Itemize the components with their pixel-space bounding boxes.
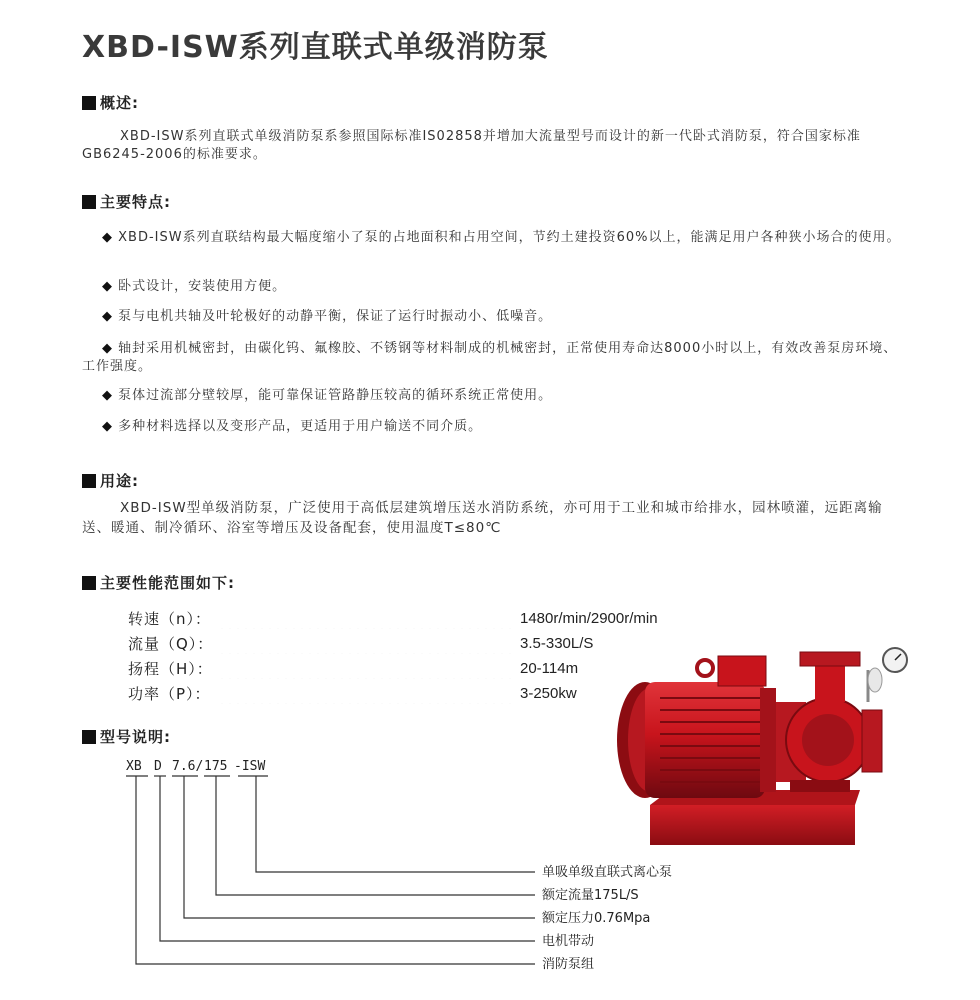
- performance-heading: 主要性能范围如下:: [100, 574, 235, 592]
- feature-item-2: [82, 278, 902, 296]
- leader-line-flow: [216, 776, 535, 895]
- spec-label: 流量（Q）：: [128, 634, 214, 653]
- spec-row-speed: [128, 607, 748, 629]
- feature-item-1: [82, 229, 902, 247]
- model-code-diagram: [110, 750, 730, 990]
- code-part-flow: 175: [204, 759, 228, 774]
- code-part-type: -ISW: [234, 759, 266, 774]
- spec-value: 1480r/min/2900r/min: [520, 609, 658, 627]
- inlet-flange: [862, 710, 882, 772]
- section-heading-overview: [82, 93, 139, 113]
- code-part-xb: XB: [126, 759, 142, 774]
- square-bullet-icon: [82, 730, 96, 744]
- feature-item-4: [82, 340, 902, 376]
- square-bullet-icon: [82, 195, 96, 209]
- diamond-bullet-icon: ◆: [102, 388, 113, 403]
- spec-label: 扬程（H）：: [128, 659, 213, 678]
- code-part-pressure: 7.6/: [172, 759, 204, 774]
- leader-line-pressure: [184, 776, 535, 918]
- caption-type: 单吸单级直联式离心泵: [542, 865, 673, 880]
- feature-text: 轴封采用机械密封，由碳化钨、氟橡胶、不锈钢等材料制成的机械密封，正常使用寿命达8000小时以上，有效改善泵房环境、工作强度。: [82, 341, 898, 374]
- feature-item-3: [82, 308, 902, 326]
- feature-text: 卧式设计，安装使用方便。: [118, 279, 287, 294]
- leader-line-type: [256, 776, 535, 872]
- square-bullet-icon: [82, 474, 96, 488]
- leader-line-xb: [136, 776, 535, 964]
- feature-item-5: [82, 387, 902, 405]
- spec-value: 3-250kw: [520, 684, 577, 702]
- feature-text: XBD-ISW系列直联结构最大幅度缩小了泵的占地面积和占用空间，节约土建投资60%以上，能满足用户各种狭小场合的使用。: [118, 230, 901, 245]
- lifting-eye: [697, 660, 713, 676]
- spec-value: 20-114m: [520, 659, 579, 677]
- section-heading-features: [82, 192, 171, 212]
- overview-text: XBD-ISW系列直联式单级消防泵系参照国际标准IS02858并增加大流量型号而设计的新一代卧式消防泵，符合国家标准GB6245-2006的标准要求。: [82, 129, 861, 162]
- square-bullet-icon: [82, 576, 96, 590]
- caption-pump-set: 消防泵组: [542, 957, 595, 972]
- caption-flow: 额定流量175L/S: [542, 888, 639, 903]
- diamond-bullet-icon: ◆: [102, 419, 113, 434]
- overview-heading: 概述:: [100, 94, 139, 112]
- motor-flange: [760, 688, 776, 792]
- code-part-d: D: [154, 759, 162, 774]
- square-bullet-icon: [82, 96, 96, 110]
- dot-leader: [218, 632, 514, 654]
- section-heading-performance: [82, 573, 235, 593]
- diamond-bullet-icon: ◆: [102, 341, 113, 356]
- spec-value: 3.5-330L/S: [520, 634, 594, 652]
- dot-leader: [218, 607, 514, 629]
- features-heading: 主要特点:: [100, 193, 171, 211]
- caption-motor: 电机带动: [542, 934, 595, 949]
- outlet-flange: [800, 652, 860, 666]
- diamond-bullet-icon: ◆: [102, 309, 113, 324]
- feature-item-6: [82, 418, 902, 436]
- dot-leader: [218, 682, 514, 704]
- usage-heading: 用途:: [100, 472, 139, 490]
- feature-text: 多种材料选择以及变形产品，更适用于用户输送不同介质。: [118, 419, 483, 434]
- feature-text: 泵体过流部分壁较厚，能可靠保证管路静压较高的循环系统正常使用。: [118, 388, 553, 403]
- model-heading: 型号说明:: [100, 728, 171, 746]
- diamond-bullet-icon: ◆: [102, 230, 113, 245]
- spec-label: 功率（P）：: [128, 684, 211, 703]
- section-heading-model: [82, 727, 171, 747]
- terminal-box: [718, 656, 766, 686]
- caption-pressure: 额定压力0.76Mpa: [542, 911, 651, 926]
- section-heading-usage: [82, 471, 139, 491]
- dot-leader: [218, 657, 514, 679]
- usage-text: XBD-ISW型单级消防泵，广泛使用于高低层建筑增压送水消防系统，亦可用于工业和城市给排水，园林喷灌，远距离输送、暖通、制冷循环、浴室等增压及设备配套，使用温度T≤80℃: [82, 500, 883, 536]
- feature-text: 泵与电机共轴及叶轮极好的动静平衡，保证了运行时振动小、低噪音。: [118, 309, 553, 324]
- diamond-bullet-icon: ◆: [102, 279, 113, 294]
- page-title: XBD-ISW系列直联式单级消防泵: [82, 30, 549, 65]
- spec-label: 转速（n）：: [128, 609, 212, 628]
